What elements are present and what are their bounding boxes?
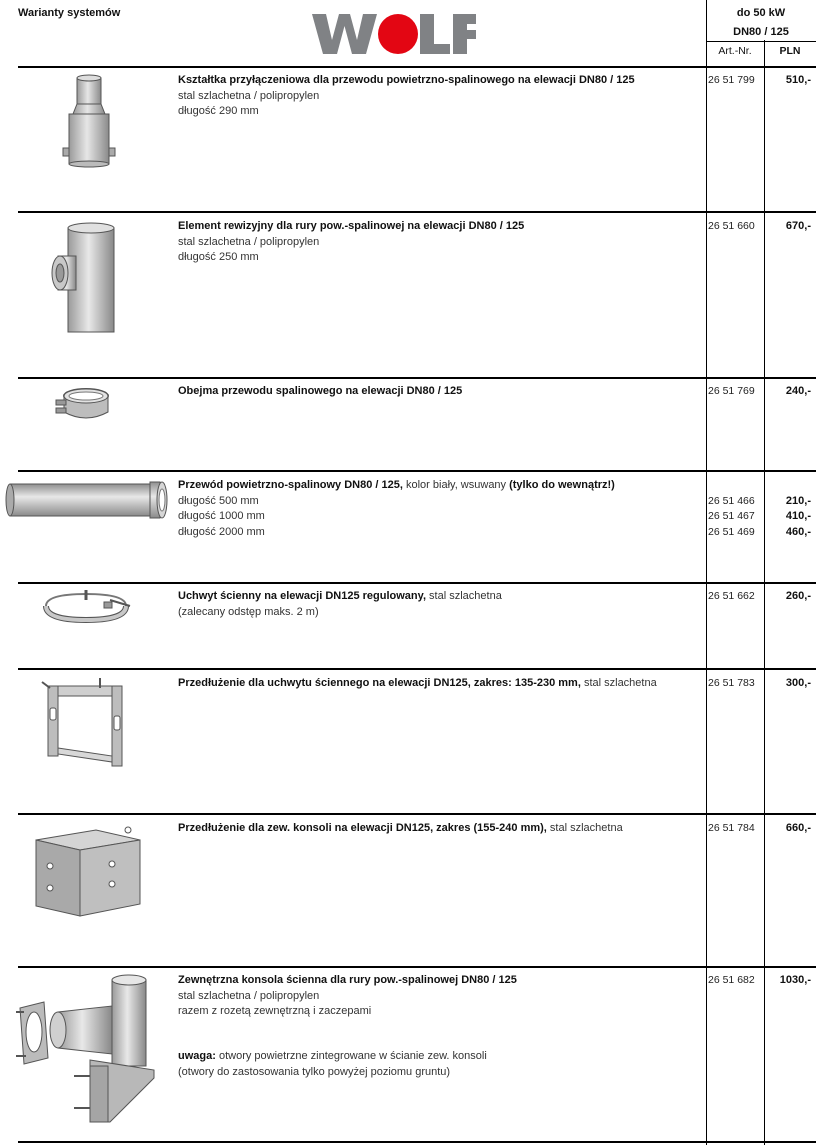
article-number: 26 51 469 bbox=[708, 525, 755, 538]
price: 260,- bbox=[785, 590, 811, 602]
price: 210,- bbox=[785, 494, 811, 507]
article-number: 26 51 466 bbox=[708, 494, 755, 507]
row-divider bbox=[18, 582, 816, 584]
external-wall-console-icon bbox=[14, 972, 160, 1124]
product-title: Przewód powietrzno-spalinowy DN80 / 125, bbox=[178, 479, 403, 491]
price: 240,- bbox=[785, 385, 811, 397]
price: 410,- bbox=[785, 510, 811, 522]
column-header-article: Art.-Nr. bbox=[718, 45, 752, 57]
product-title: Element rewizyjny dla rury pow.-spalinowej na elewacji DN80 / 125 bbox=[178, 220, 525, 232]
price-list bbox=[765, 494, 811, 541]
price: 300,- bbox=[785, 677, 811, 689]
product-spec: długość 500 mm bbox=[178, 494, 259, 507]
product-title-suffix: kolor biały, wsuwany bbox=[402, 479, 510, 491]
row-divider bbox=[18, 1141, 816, 1143]
product-spec: (zalecany odstęp maks. 2 m) bbox=[178, 605, 319, 618]
article-number: 26 51 799 bbox=[708, 74, 755, 86]
price: 460,- bbox=[785, 525, 811, 538]
pipe-clamp-icon bbox=[54, 384, 114, 430]
product-description bbox=[178, 589, 698, 620]
product-spec: długość 2000 mm bbox=[178, 525, 265, 538]
wall-bracket-icon bbox=[40, 588, 132, 628]
article-number: 26 51 467 bbox=[708, 510, 755, 522]
article-number: 26 51 784 bbox=[708, 822, 755, 834]
product-title-tail: (tylko do wewnątrz!) bbox=[509, 479, 615, 491]
product-spec: długość 1000 mm bbox=[178, 510, 265, 522]
product-description bbox=[178, 973, 698, 1020]
product-title-suffix: stal szlachetna bbox=[546, 822, 623, 834]
diameter-label: DN80 / 125 bbox=[733, 26, 789, 38]
price: 670,- bbox=[785, 220, 811, 232]
note-text: (otwory do zastosowania tylko powyżej poziomu gruntu) bbox=[178, 1065, 451, 1078]
row-divider bbox=[18, 211, 816, 213]
product-title: Uchwyt ścienny na elewacji DN125 regulowany, bbox=[178, 590, 426, 602]
product-description bbox=[178, 821, 698, 837]
product-spec: długość 290 mm bbox=[178, 105, 259, 117]
product-title-suffix: stal szlachetna bbox=[426, 590, 502, 602]
console-extension-icon bbox=[28, 822, 150, 918]
product-title: Przedłużenie dla zew. konsoli na elewacji DN125, zakres (155-240 mm), bbox=[178, 822, 547, 834]
product-description bbox=[178, 478, 698, 540]
product-spec: długość 250 mm bbox=[178, 251, 259, 263]
row-divider bbox=[18, 813, 816, 815]
price: 1030,- bbox=[779, 974, 811, 986]
product-title-suffix: stal szlachetna bbox=[580, 677, 657, 689]
power-range: do 50 kW bbox=[736, 7, 786, 19]
row-divider bbox=[18, 668, 816, 670]
bracket-extension-icon bbox=[38, 676, 134, 772]
product-spec: stal szlachetna / polipropylen bbox=[178, 989, 320, 1002]
price: 660,- bbox=[785, 822, 811, 834]
product-description bbox=[178, 384, 698, 400]
article-number: 26 51 682 bbox=[708, 974, 755, 986]
connection-fitting-icon bbox=[55, 74, 125, 170]
row-divider bbox=[18, 470, 816, 472]
inspection-tee-icon bbox=[48, 220, 128, 335]
product-description bbox=[178, 676, 698, 692]
wolf-logo bbox=[312, 8, 476, 58]
row-divider bbox=[18, 377, 816, 379]
page-heading: Warianty systemów bbox=[18, 7, 121, 19]
air-flue-pipe-icon bbox=[4, 478, 170, 522]
article-number: 26 51 662 bbox=[708, 590, 755, 602]
product-description bbox=[178, 219, 698, 266]
row-divider bbox=[18, 66, 816, 68]
column-header-price: PLN bbox=[779, 45, 801, 57]
product-title: Przedłużenie dla uchwytu ściennego na elewacji DN125, zakres: 135-230 mm, bbox=[178, 677, 581, 689]
product-note bbox=[178, 1049, 698, 1080]
row-divider bbox=[18, 966, 816, 968]
article-number-list bbox=[708, 494, 764, 541]
product-title: Zewnętrzna konsola ścienna dla rury pow.-spalinowej DN80 / 125 bbox=[178, 974, 517, 986]
column-header-rule bbox=[706, 41, 816, 42]
article-number: 26 51 783 bbox=[708, 677, 755, 689]
product-title: Kształtka przyłączeniowa dla przewodu powietrzno-spalinowego na elewacji DN80 / 125 bbox=[178, 74, 635, 86]
product-spec: stal szlachetna / polipropylen bbox=[178, 89, 320, 102]
product-title: Obejma przewodu spalinowego na elewacji DN80 / 125 bbox=[178, 385, 463, 397]
product-description bbox=[178, 73, 698, 120]
article-number: 26 51 769 bbox=[708, 385, 755, 397]
column-divider-left bbox=[706, 0, 707, 1145]
price: 510,- bbox=[785, 74, 811, 86]
product-spec: razem z rozetą zewnętrzną i zaczepami bbox=[178, 1005, 372, 1017]
article-number: 26 51 660 bbox=[708, 220, 755, 232]
note-label: uwaga: bbox=[178, 1050, 216, 1062]
product-spec: stal szlachetna / polipropylen bbox=[178, 235, 320, 248]
note-text: otwory powietrzne zintegrowane w ścianie zew. konsoli bbox=[218, 1050, 487, 1062]
